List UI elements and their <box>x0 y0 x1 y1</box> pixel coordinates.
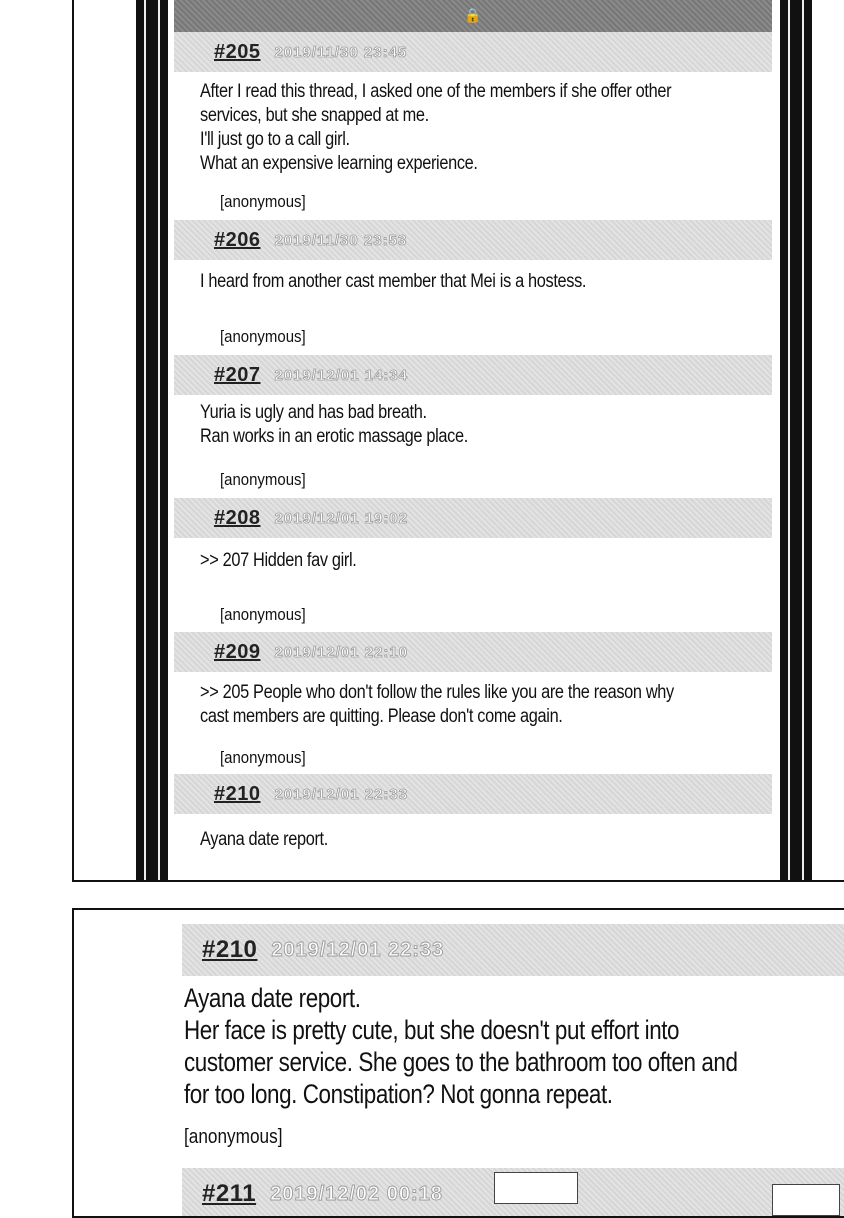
post-line: Ayana date report. <box>200 829 328 850</box>
post-line: customer service. She goes to the bathroom too often and <box>184 1047 738 1077</box>
post-line: Her face is pretty cute, but she doesn't put effort into <box>184 1015 680 1045</box>
post-header <box>174 498 772 538</box>
forum-screen[interactable] <box>168 0 780 882</box>
phone-bezel-line <box>788 0 790 882</box>
post-timestamp: 2019/11/30 23:45 <box>274 43 408 61</box>
post-line: Yuria is ugly and has bad breath. <box>200 402 427 423</box>
image-thumbnail[interactable] <box>772 1184 840 1216</box>
post-body <box>200 401 682 449</box>
post-number-link[interactable]: #210 <box>202 936 258 963</box>
post-timestamp: 2019/12/01 22:33 <box>274 785 409 803</box>
post-header <box>174 32 772 72</box>
post-line: I'll just go to a call girl. <box>200 129 350 150</box>
post-number-link[interactable]: #207 <box>214 363 261 386</box>
post-number-link[interactable]: #210 <box>214 782 261 805</box>
post-body <box>200 549 682 573</box>
post-number-link[interactable]: #211 <box>202 1180 257 1207</box>
post-timestamp: 2019/11/30 23:53 <box>274 231 408 249</box>
phone-bezel-line <box>144 0 146 882</box>
post-author: [anonymous] <box>220 605 306 624</box>
lock-icon: 🔒 <box>464 6 482 23</box>
post-line: >> 205 People who don't follow the rules like you are the reason why <box>200 682 674 703</box>
post-header <box>174 774 772 814</box>
post-line: services, but she snapped at me. <box>200 105 429 126</box>
manga-panel-phone <box>72 0 844 882</box>
post-number-link[interactable]: #206 <box>214 228 261 251</box>
post-header <box>174 220 772 260</box>
post-author: [anonymous] <box>220 327 306 346</box>
post-line: What an expensive learning experience. <box>200 153 478 174</box>
post-timestamp: 2019/12/02 00:18 <box>270 1182 443 1205</box>
post-line: I heard from another cast member that Mei is a hostess. <box>200 271 587 292</box>
image-thumbnail[interactable] <box>494 1172 578 1204</box>
post-number-link[interactable]: #205 <box>214 40 261 63</box>
post-number-link[interactable]: #208 <box>214 506 261 529</box>
post-author: [anonymous] <box>220 470 306 489</box>
post-line: >> 207 Hidden fav girl. <box>200 550 357 571</box>
post-body <box>200 80 682 176</box>
post-line: for too long. Constipation? Not gonna repeat. <box>184 1079 613 1109</box>
post-author: [anonymous] <box>184 1126 283 1148</box>
post-body <box>200 828 682 852</box>
post-body <box>200 681 682 729</box>
post-number-link[interactable]: #209 <box>214 640 261 663</box>
post-line: Ran works in an erotic massage place. <box>200 426 468 447</box>
post-body <box>184 982 765 1110</box>
phone-bezel-line <box>158 0 160 882</box>
phone-bezel-line <box>802 0 804 882</box>
post-line: After I read this thread, I asked one of the members if she offer other <box>200 81 672 102</box>
post-header <box>174 632 772 672</box>
smartphone-frame <box>136 0 812 882</box>
manga-panel-zoom <box>72 908 844 1218</box>
post-timestamp: 2019/12/01 22:33 <box>271 938 445 961</box>
post-author: [anonymous] <box>220 748 306 767</box>
post-body <box>200 270 682 294</box>
post-header <box>182 924 844 976</box>
post-header <box>174 355 772 395</box>
post-timestamp: 2019/12/01 14:34 <box>274 366 409 384</box>
forum-top-bar <box>174 0 772 32</box>
post-line: cast members are quitting. Please don't come again. <box>200 706 563 727</box>
post-author: [anonymous] <box>220 192 306 211</box>
post-timestamp: 2019/12/01 19:02 <box>274 509 409 527</box>
post-timestamp: 2019/12/01 22:10 <box>274 643 409 661</box>
post-line: Ayana date report. <box>184 983 361 1013</box>
